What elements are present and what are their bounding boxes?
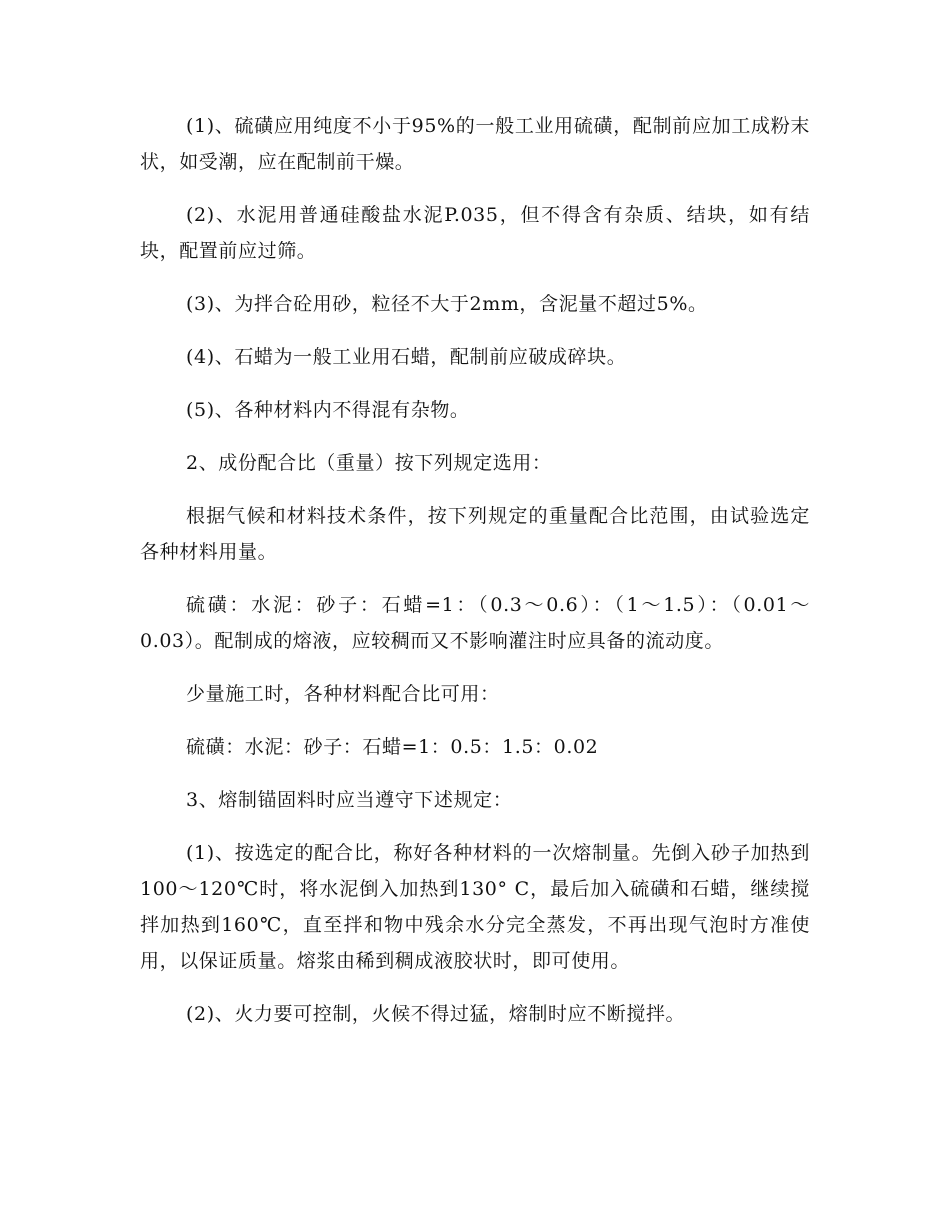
paragraph-melting-procedure: (1)、按选定的配合比，称好各种材料的一次熔制量。先倒入砂子加热到100～120℃时，将水泥倒入加热到130° C，最后加入硫磺和石蜡，继续搅拌加热到160℃，直至拌和物中残余水分完全蒸发，不再出现气泡时方准使用，以保证质量。熔浆由稀到稠成液胶状时，即可使用。 — [140, 842, 810, 972]
document-body — [140, 108, 810, 1049]
section-heading-mix-ratio: 2、成份配合比（重量）按下列规定选用： — [186, 452, 552, 474]
paragraph-ratio-selection: 根据气候和材料技术条件，按下列规定的重量配合比范围，由试验选定各种材料用量。 — [140, 505, 810, 563]
paragraph-small-construction: 少量施工时，各种材料配合比可用： — [186, 683, 500, 705]
paragraph-sulfur-purity: (1)、硫磺应用纯度不小于95%的一般工业用硫磺，配制前应加工成粉末状，如受潮，应在配制前干燥。 — [140, 115, 810, 173]
paragraph-no-impurities: (5)、各种材料内不得混有杂物。 — [186, 399, 470, 421]
paragraph-ratio-range: 硫磺：水泥：砂子：石蜡=1：（0.3～0.6）：（1～1.5）：（0.01～0.03）。配制成的熔液，应较稠而又不影响灌注时应具备的流动度。 — [140, 594, 810, 652]
paragraph-fire-control: (2)、火力要可控制，火候不得过猛，熔制时应不断搅拌。 — [186, 1003, 686, 1025]
paragraph-small-ratio: 硫磺：水泥：砂子：石蜡=1：0.5：1.5：0.02 — [186, 736, 599, 758]
paragraph-sand: (3)、为拌合砼用砂，粒径不大于2mm，含泥量不超过5%。 — [186, 293, 708, 315]
paragraph-paraffin: (4)、石蜡为一般工业用石蜡，配制前应破成碎块。 — [186, 346, 627, 368]
paragraph-cement: (2)、水泥用普通硅酸盐水泥P.035，但不得含有杂质、结块，如有结块，配置前应过筛。 — [140, 204, 810, 262]
section-heading-melting: 3、熔制锚固料时应当遵守下述规定： — [186, 789, 513, 811]
